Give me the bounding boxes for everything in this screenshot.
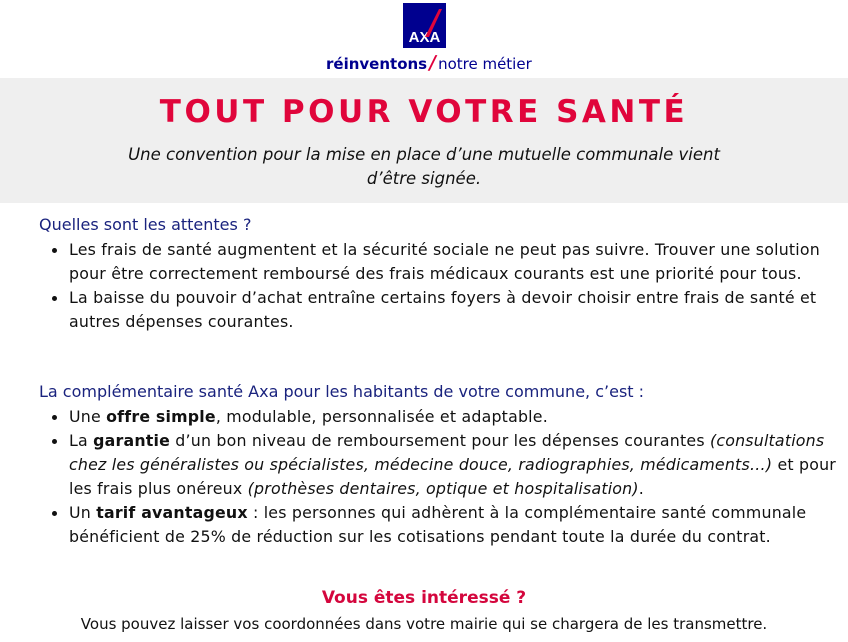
offer-list: [39, 405, 847, 549]
item-text: , modulable, personnalisée et adaptable.: [215, 407, 548, 426]
page-subtitle: Une convention pour la mise en place d’une mutuelle communale vient d’être signée.: [128, 145, 720, 188]
item-text: La: [69, 431, 94, 450]
item-bold: tarif avantageux: [96, 503, 248, 522]
axa-logo-icon: [403, 3, 446, 48]
section-heading-offer: La complémentaire santé Axa pour les habitants de votre commune, c’est :: [39, 382, 645, 401]
tagline-slash-icon: /: [427, 52, 439, 74]
item-text: Une: [69, 407, 107, 426]
list-item: [69, 405, 847, 429]
item-text: et pour les frais plus onéreux: [69, 455, 836, 498]
item-bold: garantie: [93, 431, 171, 450]
tagline-rest: notre métier: [438, 55, 532, 73]
axa-logo: [0, 3, 848, 52]
cta-title: Vous êtes intéressé ?: [321, 588, 527, 608]
item-italic: (consultations chez les généralistes ou spécialistes, médecine douce, radiographies, médicaments…): [69, 431, 825, 474]
expectations-list: [39, 238, 847, 334]
item-italic: (prothèses dentaires, optique et hospitalisation): [247, 479, 639, 498]
section-heading-expectations: Quelles sont les attentes ?: [39, 215, 252, 234]
axa-tagline: [326, 52, 532, 74]
list-item: [69, 501, 847, 549]
tagline-bold: réinventons: [326, 55, 428, 73]
item-text: Un: [69, 503, 97, 522]
list-item: [69, 429, 847, 501]
item-text: d’un bon niveau de remboursement pour les dépenses courantes: [170, 431, 710, 450]
item-text: .: [638, 479, 644, 498]
list-item: Les frais de santé augmentent et la sécurité sociale ne peut pas suivre. Trouver une solution pour être correctement remboursé des frais médicaux courants est une priorité pour tous.: [69, 238, 847, 286]
list-item: La baisse du pouvoir d’achat entraîne certains foyers à devoir choisir entre frais de santé et autres dépenses courantes.: [69, 286, 847, 334]
axa-logo-mark: [403, 3, 446, 48]
item-bold: offre simple: [106, 407, 216, 426]
item-text: : les personnes qui adhèrent à la complémentaire santé communale bénéficient de 25% de réduction sur les cotisations pendant toute la durée du contrat.: [69, 503, 807, 546]
axa-logo-text: AXA: [408, 29, 440, 46]
cta-text: Vous pouvez laisser vos coordonnées dans votre mairie qui se chargera de les transmettre.: [80, 615, 768, 633]
page-title: TOUT POUR VOTRE SANTÉ: [159, 94, 689, 130]
